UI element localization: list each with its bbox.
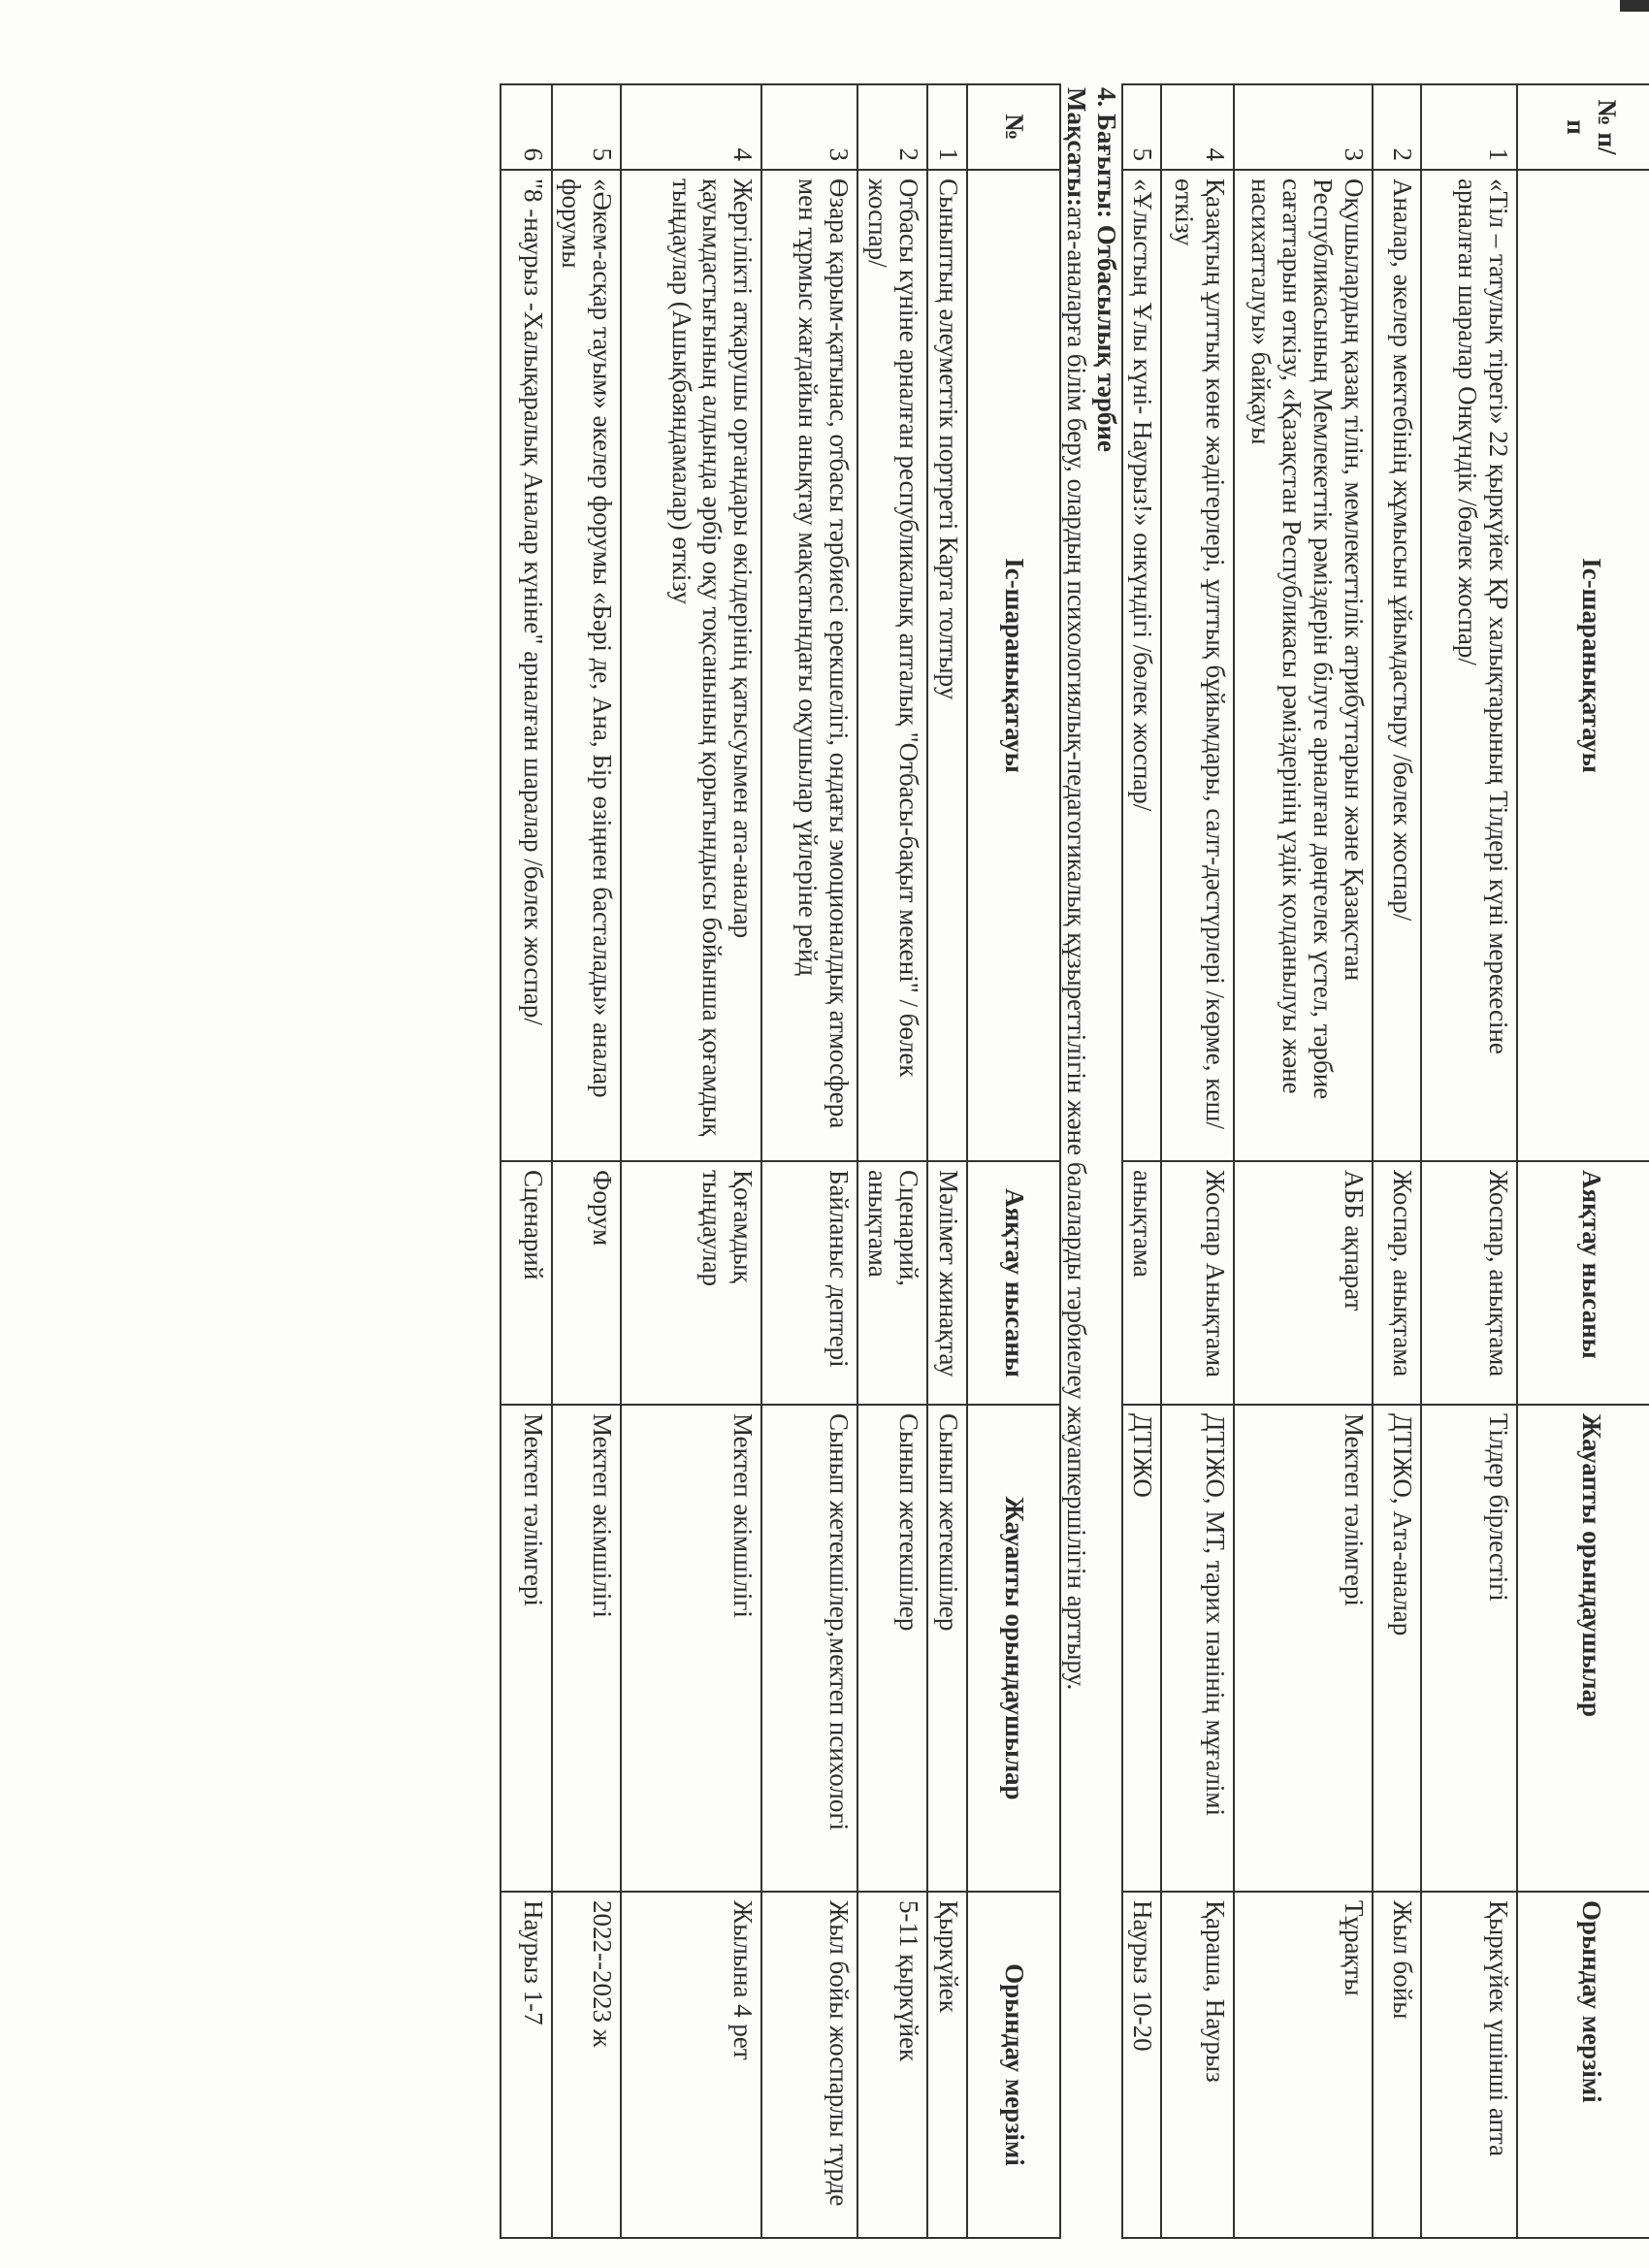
event-name: Өзара қарым-қатынас, отбасы тәрбиесі ерекшелігі, ондағы эмоционалдық атмосфера мен тұрмыс жағдайын анықтау мақсатындағы оқушылар үйлеріне рейд: [761, 170, 857, 1161]
deadline: Қараша, Наурыз: [1161, 1892, 1234, 2238]
responsible: Мектеп әкімшілігі: [621, 1405, 761, 1892]
event-name: "8 -наурыз -Халықаралық Аналар күніне" арналған шаралар /бөлек жоспар/: [501, 170, 552, 1161]
table-header-row: [967, 84, 1060, 2238]
row-number: 2: [857, 84, 927, 170]
header-term: Орындау мерзімі: [967, 1892, 1060, 2238]
deadline: 2022--2023 ж: [552, 1892, 622, 2238]
scan-corner-mark: [1620, 0, 1649, 12]
table-row: [552, 84, 622, 2238]
deadline: Жылына 4 рет: [621, 1892, 761, 2238]
table-row: [501, 84, 552, 2238]
table-row: [761, 84, 857, 2238]
row-number: 1: [1421, 84, 1517, 170]
completion-form: Форум: [552, 1161, 622, 1405]
event-name: «Тіл – татулық тірегі» 22 қыркүйек ҚР халықтарының Тілдері күні мерекесіне арналған шаралар Онкүндік /бөлек жоспар/: [1421, 170, 1517, 1161]
completion-form: Сценарий: [501, 1161, 552, 1405]
table-row: [621, 84, 761, 2238]
section-4-heading: [1061, 83, 1121, 2237]
header-responsible: Жауапты орындаушылар: [1517, 1405, 1649, 1892]
responsible: Сынып жетекшілер: [927, 1405, 967, 1892]
deadline: Наурыз 1-7: [501, 1892, 552, 2238]
row-number: 4: [621, 84, 761, 170]
deadline: Наурыз 10-20: [1122, 1892, 1161, 2238]
completion-form: Қоғамдық тыңдаулар: [621, 1161, 761, 1405]
section-goal-text: ата-аналарға білім беру, олардың психологиялық-педагогикалық құзыреттілігін және балаларды тәрбиелеу жауапкершілігін арттыру.: [1062, 207, 1092, 1691]
events-table-1: [1121, 83, 1649, 2239]
responsible: Сынып жетекшілер: [857, 1405, 927, 1892]
header-form: Аяқтау нысаны: [1517, 1161, 1649, 1405]
header-num: №: [967, 84, 1060, 170]
row-number: 5: [552, 84, 622, 170]
responsible: ДТІЖО, Ата-аналар: [1373, 1405, 1421, 1892]
section-goal-label: Мақсаты:: [1062, 87, 1092, 207]
row-number: 1: [927, 84, 967, 170]
table1-body: [1122, 84, 1517, 2238]
completion-form: Сценарий, анықтама: [857, 1161, 927, 1405]
row-number: 3: [1234, 84, 1373, 170]
deadline: Қыркүйек: [927, 1892, 967, 2238]
deadline: 5-11 қыркүйек: [857, 1892, 927, 2238]
completion-form: Байланыс дептері: [761, 1161, 857, 1405]
responsible: ДТІЖО, МТ, тарих пәнінің мұғалімі: [1161, 1405, 1234, 1892]
header-form: Аяқтау нысаны: [967, 1161, 1060, 1405]
row-number: 5: [1122, 84, 1161, 170]
completion-form: анықтама: [1122, 1161, 1161, 1405]
completion-form: Жоспар, анықтама: [1421, 1161, 1517, 1405]
table-header-row: [1517, 84, 1649, 2238]
completion-form: Жоспар Анықтама: [1161, 1161, 1234, 1405]
row-number: 2: [1373, 84, 1421, 170]
event-name: Сыныптың әлеуметтік портреті Карта толтыру: [927, 170, 967, 1161]
responsible: Тілдер бірлестігі: [1421, 1405, 1517, 1892]
responsible: Мектеп әкімшілігі: [552, 1405, 622, 1892]
table-row: [1234, 84, 1373, 2238]
section-goal: [1061, 87, 1091, 2233]
row-number: 6: [501, 84, 552, 170]
section-title: 4. Бағыты: Отбасылық тәрбие: [1092, 87, 1122, 452]
completion-form: АББ ақпарат: [1234, 1161, 1373, 1405]
events-table-2: [500, 83, 1061, 2239]
deadline: Тұрақты: [1234, 1892, 1373, 2238]
responsible: Сынып жетекшілер,мектеп психологі: [761, 1405, 857, 1892]
rotated-document-page: [500, 83, 1649, 2237]
header-term: Орындау мерзімі: [1517, 1892, 1649, 2238]
header-responsible: Жауапты орындаушылар: [967, 1405, 1060, 1892]
deadline: Жыл бойы: [1373, 1892, 1421, 2238]
table-row: [1421, 84, 1517, 2238]
responsible: Мектеп тәлімгері: [1234, 1405, 1373, 1892]
deadline: Қыркүйек үшінші апта: [1421, 1892, 1517, 2238]
row-number: 3: [761, 84, 857, 170]
completion-form: Жоспар, анықтама: [1373, 1161, 1421, 1405]
event-name: Отбасы күніне арналған республикалық апталық "Отбасы-бақыт мекені" / бөлек жоспар/: [857, 170, 927, 1161]
header-event: Іс-шаранықатауы: [967, 170, 1060, 1161]
table2-body: [501, 84, 967, 2238]
responsible: Мектеп тәлімгері: [501, 1405, 552, 1892]
event-name: Аналар, әкелер мектебінің жұмысын ұйымдастыру /бөлек жоспар/: [1373, 170, 1421, 1161]
table-row: [1122, 84, 1161, 2238]
event-name: Жергілікті атқарушы органдары өкілдерінің қатысуымен ата-аналар қауымдастығының алдында әрбір оқу тоқсанының қорытындысы бойынша қоғамдық тыңдаулар (Ашықбаяндамалар) өткізу: [621, 170, 761, 1161]
event-name: Қазақтың ұлттық көне жәдігерлері, ұлттық бұйымдары, салт-дәстүрлері /көрме, кеш/ өткізу: [1161, 170, 1234, 1161]
completion-form: Мәлімет жинақтау: [927, 1161, 967, 1405]
deadline: Жыл бойы жоспарлы түрде: [761, 1892, 857, 2238]
header-event: Іс-шаранықатауы: [1517, 170, 1649, 1161]
table-row: [927, 84, 967, 2238]
row-number: 4: [1161, 84, 1234, 170]
responsible: ДТІЖО: [1122, 1405, 1161, 1892]
event-name: «Ұлыстың Ұлы күні- Наурыз!» онкүндігі /бөлек жоспар/: [1122, 170, 1161, 1161]
header-num: № п/п: [1517, 84, 1649, 170]
table-row: [1373, 84, 1421, 2238]
event-name: «Әкем-асқар тауым» әкелер форумы «Бәрі де, Ана, Бір өзіңнен басталады» аналар форумы: [552, 170, 622, 1161]
table-row: [1161, 84, 1234, 2238]
table-row: [857, 84, 927, 2238]
event-name: Оқушылардың қазақ тілін, мемлекеттілік атрибуттарын және Қазақстан Республикасының Мемлекеттік рәміздерін білуге арналған дөңгелек үстел, тәрбие сағаттарын өткізу, «Қазақстан Республикасы рәміздерінің үздік қолданылуы және насихатталуы» байқауы: [1234, 170, 1373, 1161]
